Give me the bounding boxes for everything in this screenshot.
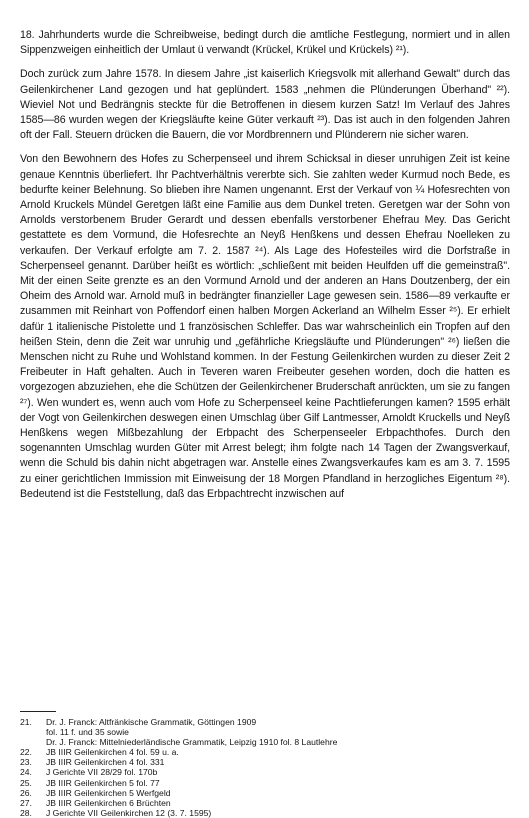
paragraph: 18. Jahrhunderts wurde die Schreibweise, bedingt durch die amtliche Festlegung, normiert und in allen Sippenzweigen einheitlich der Umlaut ü verwandt (Krückel, Krükel und Krückels) ²¹). (20, 29, 510, 57)
footnote (20, 717, 510, 727)
footnote-text: fol. 11 f. und 35 sowie (46, 727, 129, 738)
footnote (20, 788, 510, 798)
footnote (20, 778, 510, 788)
footnote-number: 22. (20, 747, 32, 758)
footnote-number: 24. (20, 767, 32, 778)
footnote (20, 798, 510, 808)
footnote (20, 747, 510, 757)
footnote (20, 757, 510, 767)
footnote-text: JB IIIR Geilenkirchen 5 fol. 77 (46, 777, 160, 788)
footnote-text: JB IIIR Geilenkirchen 4 fol. 59 u. a. (46, 747, 179, 758)
footnote-separator (20, 711, 56, 712)
footnote-number: 23. (20, 757, 32, 768)
body-text (20, 28, 510, 502)
footnote-number: 21. (20, 717, 32, 727)
footnote-text: J Gerichte VII Geilenkirchen 12 (3. 7. 1595) (46, 807, 212, 818)
footnote-text: JB IIIR Geilenkirchen 6 Brüchten (46, 797, 171, 808)
paragraph: Von den Bewohnern des Hofes zu Scherpenseel und ihrem Schicksal in dieser unruhigen Zeit ist keine genaue Kenntnis überliefert. Ihr Pachtverhältnis vererbte sich. Sie zahlten weder Kurmud noch Bede, es bedurfte keiner Belehnung. So blieben ihre Namen ungenannt. Erst der Verkauf von ¼ Hofesrechten von Arnold Kruckels Mündel Geretgen läßt eine Familie aus dem Dunkel treten. Geretgen war der Sohn von Arnolds verstorbenem Bruder Gerardt und dessen ebenfalls verstorbener Ehefrau Mey. Das Gericht gestattete es dem Vormund, die Hofesrechte an Neyß Henßkens und dessen Ehefrau Noelleken zu verkaufen. Der Verkauf erfolgte am 7. 2. 1587 ²⁴). Als Lage des Hofesteiles wird die Dorfstraße in Scherpenseel genannt. Darüber heißt es wörtlich: „schließent mit beiden Heulfden uff die gemeinstraß". Mit der einen Seite grenzte es an den Vormund Arnold und der anderen an Hans Doutzenberg, der ein Oheim des Arnold war. Arnold muß in bedrängter finanzieller Lage gewesen sein. 1586—89 verkaufte er zusammen mit Reinhart von Poffendorf einen halben Morgen Ackerland an Wilhelm Esser ²⁵). Er erhielt dafür 1 italienische Pistolette und 1 französischen Schleffer. Das war wahrscheinlich ein Tropfen auf den heißen Stein, denn die Zeit war unruhig und „gefährliche Kriegsläufte und Plünderungen" ²⁶) ließen die Menschen nicht zu Ruhe und Wohlstand kommen. In der Festung Geilenkirchen wurden zu dieser Zeit 2 Freibeuter in Haft gehalten. Auch in Teveren waren Freibeuter gesehen worden, doch die hatten es vorgezogen abzuziehen, ehe die Schützen der Geilenkirchener Bruderschaft anrückten, um sie zu fangen ²⁷). Wen wundert es, wenn auch vom Hofe zu Scherpenseel keine Pachtlieferungen kamen? 1595 erhält der Vogt von Geilenkirchen deswegen einen Umschlag über Gilf Lantmesser, Arnoldt Kruckells und Neyß Henßkens wegen Mißbezahlung der Erbpacht des Scherpenseeler Erbpachthofes. Durch den sogenannten Umschlag wurden Güter mit Arrest belegt; ihm folgte nach 14 Tagen der Zwangsverkauf, wenn die Schuld bis dahin nicht abgetragen war. Anstelle eines Zwangsverkaufes kam es am 3. 7. 1595 zu einer gerichtlichen Immission mit Einweisung der 18 Morgen Pfandland in herzogliches Eigentum ²⁸). Bedeutend ist die Feststellung, daß das Erbpachtrecht inzwischen auf (20, 153, 510, 500)
footnote-number: 27. (20, 797, 32, 808)
footnotes (20, 717, 510, 818)
footnote-text: JB IIIR Geilenkirchen 5 Werfgeld (46, 787, 171, 798)
footnote-number: 25. (20, 777, 32, 788)
footnote (20, 808, 510, 818)
footnote-number: 26. (20, 787, 32, 798)
footnote-number: 28. (20, 807, 32, 818)
paragraph: Doch zurück zum Jahre 1578. In diesem Jahre „ist kaiserlich Kriegsvolk mit allerhand Gewalt" durch das Geilenkirchener Land gezogen und hat geplündert. 1583 „nehmen die Plünderungen Überhand" ²²). Wieviel Not und Bedrängnis steckte für die Betroffenen in diesem kurzen Satz! Im Verlauf des Jahres 1585—86 wurden wegen der Kriegsläufte keine Güter verkauft ²³). Das ist auch in den folgenden Jahren oft der Fall. Steuern drücken die Bauern, die vor Mordbrennern und Plünderern nie sicher waren. (20, 68, 510, 142)
footnote (20, 767, 510, 777)
footnote-text: Dr. J. Franck: Mittelniederländische Grammatik, Leipzig 1910 fol. 8 Lautlehre (46, 737, 338, 748)
footnote-text: JB IIIR Geilenkirchen 4 fol. 331 (46, 757, 165, 768)
footnote-text: J Gerichte VII 28/29 fol. 170b (46, 767, 158, 778)
footnote-text: Dr. J. Franck: Altfränkische Grammatik, Göttingen 1909 (46, 717, 257, 727)
